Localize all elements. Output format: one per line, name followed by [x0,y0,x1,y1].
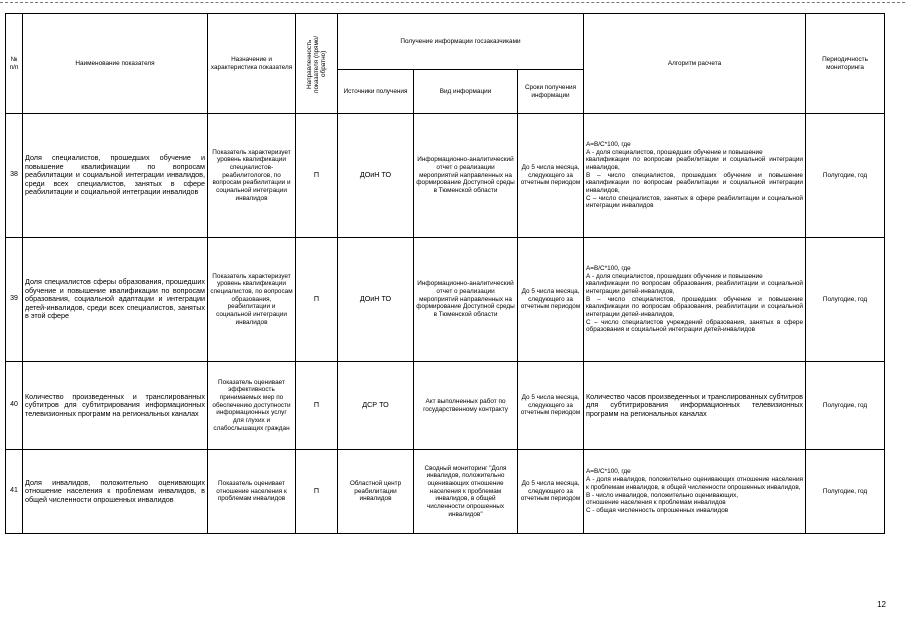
row-info-type: Сводный мониторинг "Доля инвалидов, положительно оценивающих отношение населения к проблемам инвалидов, в общей численности опрошенных инвалидов" [414,450,518,534]
indicators-table [5,13,885,534]
row-deadline: До 5 числа месяца, следующего за отчетным периодом [518,238,584,362]
page-number: 12 [877,600,886,609]
algorithm-line: А - доля инвалидов, положительно оценивающих отношение населения к проблемам инвалидов, в общей численности опрошенных инвалидов, [586,476,803,491]
row-deadline: До 5 числа месяца, следующего за отчетным периодом [518,450,584,534]
row-period: Полугодие, год [806,450,885,534]
scan-top-edge [0,2,905,3]
algorithm-line: A=B/C*100, где [586,264,631,272]
header-purpose: Назначение и характеристика показателя [208,14,296,114]
algorithm-line: С - общая численность опрошенных инвалидов [586,506,729,514]
row-direction: П [296,114,338,238]
row-num: 41 [6,450,23,534]
header-name: Наименование показателя [23,14,208,114]
row-period: Полугодие, год [806,238,885,362]
row-purpose: Показатель оценивает отношение населения к проблемам инвалидов [208,450,296,534]
row-direction: П [296,362,338,450]
header-deadline: Сроки получения информации [518,70,584,114]
algorithm-line: Количество часов произведенных и транслированных субтитров для субтитрирования информационных телевизионных программ на региональных каналах [586,391,803,418]
row-purpose: Показатель оценивает эффективность принимаемых мер по обеспечению доступности информационных услуг для глухих и слабослышащих граждан [208,362,296,450]
algorithm-line: В – число специалистов, прошедших обучение и повышение квалификации по вопросам реабилитации и социальной интеграции инвалидов, [586,171,803,195]
row-name: Доля специалистов, прошедших обучение и повышение квалификации по вопросам реабилитации и социальной интеграции инвалидов, среди всех специалистов, занятых в сфере реабилитации и социальной интеграции инвалидов [23,114,208,238]
row-algorithm [584,114,806,238]
algorithm-line: A=B/C*100, где [586,140,631,148]
header-algorithm: Алгоритм расчета [584,14,806,114]
row-num: 39 [6,238,23,362]
row-direction: П [296,450,338,534]
header-info-type: Вид информации [414,70,518,114]
header-direction [296,14,338,114]
row-num: 38 [6,114,23,238]
algorithm-line: отношение населения к проблемам инвалидов [586,499,726,507]
algorithm-line: А - доля специалистов, прошедших обучение и повышение [586,272,763,280]
row-source: ДОиН ТО [338,114,414,238]
algorithm-line: квалификации по вопросам реабилитации и социальной интеграции инвалидов, [586,156,803,171]
algorithm-line: В – число специалистов, прошедших обучение и повышение квалификации по вопросам образования, реабилитации и социальной интеграции детей-инвалидов, [586,295,803,319]
row-info-type: Акт выполненных работ по государственному контракту [414,362,518,450]
algorithm-line: А - доля специалистов, прошедших обучение и повышение [586,148,763,156]
row-num: 40 [6,362,23,450]
algorithm-line: С – число специалистов, занятых в сфере реабилитации и социальной интеграции инвалидов [586,194,803,210]
table-row [6,238,885,362]
row-name: Доля инвалидов, положительно оценивающих отношение населения к проблемам инвалидов, в общей численности опрошенных инвалидов [23,450,208,534]
header-sources: Источники получения [338,70,414,114]
row-source: ДОиН ТО [338,238,414,362]
row-info-type: Информационно-аналитический отчет о реализации мероприятий направленных на формирование Доступной среды в Тюменской области [414,114,518,238]
header-info-group: Получение информации госзаказчиками [338,14,584,70]
row-info-type: Информационно-аналитический отчет о реализации мероприятий направленных на формирование Доступной среды в Тюменской области [414,238,518,362]
row-source: ДСР ТО [338,362,414,450]
algorithm-line: С – число специалистов учреждений образования, занятых в сфере образования и социальной интеграции детей-инвалидов [586,318,803,334]
algorithm-line: В - число инвалидов, положительно оценивающих, [586,491,739,499]
row-algorithm [584,362,806,450]
row-name: Доля специалистов сферы образования, прошедших обучение и повышение квалификации по вопросам образования, социальной адаптации и интеграции детей-инвалидов, среди всех специалистов, занятых в этой сфере [23,238,208,362]
row-deadline: До 5 числа месяца, следующего за отчетным периодом [518,362,584,450]
row-name: Количество произведенных и транслированных субтитров для субтитрирования информационных телевизионных программ на региональных каналах [23,362,208,450]
row-direction: П [296,238,338,362]
algorithm-line: квалификации по вопросам образования, реабилитации и социальной интеграции детей-инвалидов, [586,280,803,295]
row-period: Полугодие, год [806,114,885,238]
algorithm-line: A=B/C*100, где [586,468,631,476]
table-row [6,450,885,534]
header-num: № п/п [6,14,23,114]
row-purpose: Показатель характеризует уровень квалификации специалистов-реабилитологов, по вопросам реабилитации и социальной интеграции инвалидов [208,114,296,238]
row-source: Областной центр реабилитации инвалидов [338,450,414,534]
row-deadline: До 5 числа месяца, следующего за отчетным периодом [518,114,584,238]
table-row [6,362,885,450]
row-period: Полугодие, год [806,362,885,450]
row-purpose: Показатель характеризует уровень квалификации специалистов, по вопросам образования, реабилитации и социальной интеграции инвалидов [208,238,296,362]
header-direction-label: Направленность показателя (прямо/обратно) [305,34,328,93]
row-algorithm [584,450,806,534]
row-algorithm [584,238,806,362]
header-period: Периодичность мониторинга [806,14,885,114]
table-row [6,114,885,238]
